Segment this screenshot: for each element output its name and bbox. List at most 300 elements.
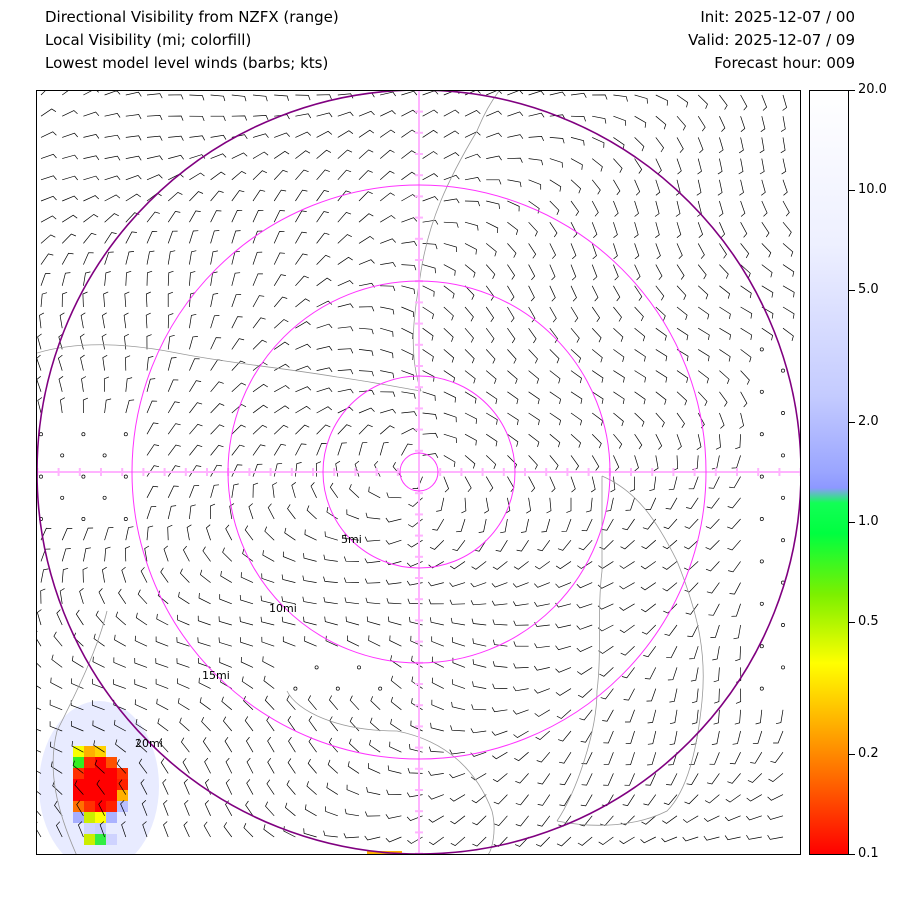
wind-barb (359, 425, 373, 434)
calm-wind-marker (781, 666, 784, 669)
wind-barb (371, 696, 380, 710)
wind-barb (709, 477, 720, 489)
wind-barb (391, 676, 401, 689)
wind-barb (307, 506, 317, 520)
wind-barb (181, 738, 189, 753)
wind-barb (656, 180, 660, 196)
wind-barb (168, 95, 183, 100)
wind-barb (465, 222, 478, 230)
wind-barb (244, 823, 253, 837)
wind-barb (205, 800, 210, 815)
wind-barb (472, 795, 486, 803)
wind-barb (303, 597, 317, 604)
wind-barb (365, 537, 380, 542)
wind-barb (664, 795, 677, 805)
wind-barb (126, 527, 134, 541)
wind-barb (338, 281, 353, 286)
wind-barb (582, 773, 593, 785)
wind-barb (613, 392, 624, 404)
wind-barb (534, 602, 549, 606)
wind-barb (762, 328, 773, 340)
wind-barb (712, 455, 720, 469)
colorbar-label: 0.1 (858, 846, 879, 861)
wind-barb (359, 214, 373, 223)
wind-barb (613, 455, 618, 470)
wind-barb (529, 371, 539, 384)
wind-barb (535, 643, 550, 647)
wind-barb (289, 737, 296, 752)
wind-barb (625, 773, 635, 785)
wind-barb (232, 273, 240, 286)
wind-barb (492, 752, 507, 759)
wind-barb (423, 110, 438, 116)
wind-barb (317, 425, 331, 434)
wind-barb (309, 716, 317, 731)
wind-barb (472, 619, 486, 625)
wind-barb (253, 464, 262, 476)
calm-wind-marker (781, 496, 784, 499)
wind-barb (677, 137, 683, 152)
wind-barb (692, 689, 698, 703)
wind-barb (211, 465, 222, 476)
wind-barb (305, 636, 317, 646)
wind-barb (747, 795, 762, 802)
wind-barb (677, 116, 686, 130)
wind-barb (783, 243, 793, 256)
wind-barb (536, 837, 550, 846)
wind-barb (241, 572, 253, 582)
wind-barb (494, 795, 508, 804)
wind-barb (253, 445, 265, 456)
wind-barb (683, 816, 698, 823)
wind-barb (613, 201, 618, 217)
wind-barb (157, 699, 169, 710)
wind-barb (328, 760, 338, 774)
wind-barb (401, 172, 416, 180)
wind-barb (274, 342, 289, 349)
wind-barb (60, 588, 64, 603)
wind-barb (350, 484, 360, 498)
wind-barb (135, 658, 147, 667)
wind-barb (559, 752, 571, 763)
wind-barb (444, 349, 454, 362)
wind-barb (365, 836, 381, 840)
wind-barb (507, 265, 514, 280)
wind-barb (465, 177, 480, 181)
wind-barb (656, 286, 664, 301)
wind-barb (253, 152, 268, 159)
wind-barb (492, 601, 507, 605)
wind-barb (225, 737, 232, 752)
wind-barb (305, 530, 317, 541)
wind-barb (122, 567, 126, 583)
wind-barb (347, 636, 359, 647)
wind-barb (147, 115, 162, 120)
wind-barb (486, 201, 499, 209)
wind-barb (571, 180, 581, 193)
wind-barb (579, 540, 593, 550)
wind-barb (189, 192, 203, 201)
wind-barb (189, 359, 199, 371)
wind-barb (226, 758, 232, 773)
wind-barb (666, 646, 677, 658)
wind-barb (115, 635, 126, 646)
wind-barb (105, 91, 121, 95)
wind-barb (37, 677, 41, 689)
wind-barb (719, 95, 727, 110)
wind-barb (432, 700, 444, 710)
wind-barb (698, 349, 709, 361)
wind-barb (240, 637, 253, 646)
wind-barb (762, 286, 773, 298)
wind-barb (253, 190, 265, 201)
wind-barb (465, 110, 480, 116)
wind-barb (274, 406, 289, 413)
wind-barb (472, 704, 487, 709)
wind-barb (232, 465, 243, 477)
wind-barb (423, 91, 439, 95)
wind-barb (41, 91, 55, 95)
wind-barb (526, 498, 530, 513)
wind-barb (243, 549, 253, 562)
wind-barb (189, 211, 200, 222)
wind-barb (119, 589, 126, 604)
wind-barb (600, 816, 613, 826)
wind-barb (513, 601, 528, 605)
wind-barb (577, 583, 592, 588)
calm-wind-marker (760, 348, 763, 351)
wind-barb (366, 513, 380, 519)
wind-barb (698, 307, 709, 319)
wind-barb (493, 620, 508, 626)
wind-barb (534, 583, 550, 588)
wind-barb (180, 718, 190, 731)
wind-barb (507, 180, 521, 187)
calm-wind-marker (315, 666, 318, 669)
wind-barb (338, 443, 347, 456)
wind-barb (62, 155, 77, 159)
wind-barb (677, 159, 681, 175)
wind-barb (338, 131, 353, 138)
wind-barb (669, 689, 677, 703)
wind-barb (401, 307, 413, 317)
wind-barb (380, 111, 395, 117)
wind-barb (739, 137, 743, 153)
wind-barb (550, 392, 561, 404)
wind-barb (692, 455, 698, 469)
wind-barb (126, 378, 132, 392)
wind-barb (401, 286, 414, 294)
title-line-3: Lowest model level winds (barbs; kts) (45, 54, 329, 72)
wind-barb (444, 243, 457, 252)
wind-barb (365, 579, 380, 584)
wind-barb (62, 568, 68, 582)
wind-barb (465, 434, 476, 445)
wind-barb (253, 384, 268, 392)
wind-barb (380, 392, 395, 397)
wind-barb (266, 802, 275, 816)
wind-barb (492, 707, 507, 711)
wind-barb (253, 483, 258, 498)
wind-barb (507, 307, 514, 322)
wind-barb (643, 646, 656, 657)
wind-barb (232, 317, 243, 329)
wind-barb (295, 276, 308, 286)
wind-barb (274, 425, 288, 434)
wind-barb (635, 180, 640, 195)
wind-barb (242, 677, 253, 689)
wind-barb (556, 667, 572, 672)
wind-barb (386, 518, 402, 522)
wind-barb (592, 434, 601, 448)
wind-barb (292, 482, 296, 498)
wind-barb (147, 251, 154, 265)
wind-barb (388, 765, 401, 773)
wind-barb (748, 773, 762, 782)
wind-barb (338, 349, 353, 354)
wind-barb (295, 425, 309, 434)
wind-barb (719, 413, 724, 429)
wind-barb (359, 408, 375, 413)
wind-barb (189, 173, 204, 180)
wind-barb (736, 689, 741, 704)
wind-barb (635, 328, 645, 341)
wind-barb (450, 816, 465, 824)
wind-barb (41, 589, 46, 604)
wind-barb (189, 336, 198, 349)
wind-barb (324, 577, 338, 583)
wind-barb (116, 612, 126, 625)
wind-barb (741, 286, 752, 298)
wind-barb (161, 758, 168, 773)
wind-barb (359, 442, 367, 455)
wind-barb (359, 260, 375, 265)
wind-barb (401, 428, 416, 434)
wind-barb (529, 455, 538, 469)
wind-barb (274, 463, 282, 476)
wind-barb (529, 113, 545, 117)
wind-barb (577, 625, 593, 629)
wind-barb (168, 211, 180, 222)
calm-wind-marker (39, 433, 42, 436)
colorbar-tick (849, 854, 855, 855)
wind-barb (37, 376, 41, 392)
wind-barb (740, 413, 744, 429)
wind-barb (164, 822, 169, 838)
visibility-cell (95, 779, 106, 790)
wind-barb (496, 540, 508, 551)
wind-barb (62, 133, 77, 137)
wind-barb (635, 349, 646, 361)
wind-barb (647, 689, 656, 702)
visibility-map[interactable] (36, 90, 801, 855)
wind-barb (698, 137, 703, 153)
wind-barb (592, 265, 597, 281)
wind-barb (52, 655, 62, 668)
wind-barb (359, 111, 375, 116)
wind-barb (168, 155, 184, 159)
wind-barb (465, 132, 480, 138)
wind-barb (783, 265, 794, 277)
visibility-cell (117, 801, 128, 812)
wind-barb (428, 795, 444, 800)
wind-barb (465, 328, 474, 342)
wind-barb (317, 278, 332, 286)
wind-barb (83, 233, 96, 243)
calm-wind-marker (61, 496, 64, 499)
wind-barb (465, 477, 471, 492)
colorbar-label: 1.0 (858, 514, 879, 529)
wind-barb (529, 349, 538, 363)
wind-barb (741, 371, 750, 385)
wind-barb (136, 613, 147, 625)
wind-barb (558, 731, 571, 741)
forecast-hour: Forecast hour: 009 (714, 54, 855, 72)
wind-barb (232, 116, 247, 121)
wind-barb (513, 710, 529, 714)
wind-barb (486, 477, 493, 492)
wind-barb (663, 561, 678, 569)
wind-barb (338, 150, 352, 159)
wind-barb (773, 731, 783, 743)
visibility-cell (106, 801, 117, 812)
wind-barb (105, 176, 121, 180)
wind-barb (486, 455, 496, 469)
wind-barb (423, 307, 434, 319)
wind-barb (689, 477, 699, 489)
wind-barb (105, 547, 111, 561)
calm-wind-marker (124, 517, 127, 520)
wind-barb (456, 519, 465, 532)
wind-barb (288, 759, 295, 774)
visibility-cell (106, 834, 117, 845)
wind-barb (189, 95, 204, 100)
wind-barb (330, 483, 338, 498)
wind-barb (507, 434, 518, 447)
wind-barb (529, 286, 535, 301)
calm-wind-marker (760, 687, 763, 690)
wind-barb (665, 625, 678, 636)
wind-barb (345, 597, 359, 603)
wind-barb (687, 625, 698, 637)
wind-barb (274, 444, 286, 455)
wind-barb (232, 295, 241, 307)
wind-barb (387, 790, 402, 795)
wind-barb (178, 698, 189, 710)
wind-barb (613, 95, 627, 102)
wind-barb (712, 731, 720, 745)
wind-barb (444, 265, 456, 276)
wind-barb (535, 710, 550, 717)
wind-barb (514, 641, 529, 646)
wind-barb (126, 271, 131, 286)
wind-barb (344, 833, 359, 838)
wind-barb (365, 812, 380, 817)
wind-barb (516, 795, 529, 805)
wind-barb (465, 243, 477, 254)
wind-barb (592, 286, 598, 301)
wind-barb (450, 600, 465, 605)
wind-barb (41, 154, 57, 158)
wind-barb (517, 540, 529, 551)
wind-barb (189, 116, 204, 121)
wind-barb (168, 136, 183, 141)
wind-barb (247, 779, 253, 794)
wind-barb (211, 135, 226, 139)
wind-barb (591, 477, 595, 493)
wind-barb (423, 243, 438, 249)
wind-barb (750, 752, 762, 763)
wind-barb (408, 498, 422, 507)
wind-barb (613, 434, 621, 448)
wind-barb (359, 171, 373, 180)
visibility-cell (95, 790, 106, 801)
wind-barb (147, 379, 155, 392)
calm-wind-marker (760, 560, 763, 563)
wind-barb (529, 413, 540, 425)
wind-barb (762, 222, 769, 237)
wind-barb (514, 561, 529, 569)
wind-barb (656, 392, 666, 405)
wind-barb (200, 570, 210, 583)
wind-barb (189, 403, 202, 413)
wind-barb (656, 137, 664, 152)
wind-barb (223, 548, 232, 562)
wind-barb (211, 425, 225, 434)
wind-barb (401, 444, 412, 455)
wind-barb (401, 242, 416, 246)
wind-barb (550, 477, 555, 492)
wind-barb (686, 498, 698, 509)
wind-barb (295, 344, 310, 349)
wind-barb (40, 313, 44, 328)
wind-barb (282, 575, 295, 583)
wind-barb (783, 222, 791, 236)
wind-barb (507, 243, 516, 257)
wind-barb (691, 667, 698, 681)
wind-barb (697, 434, 701, 450)
visibility-cell (84, 779, 95, 790)
wind-barb (550, 222, 557, 237)
wind-barb (706, 519, 720, 529)
wind-barb (359, 236, 374, 243)
wind-barb (348, 761, 359, 773)
wind-barb (147, 271, 152, 286)
wind-barb (444, 307, 454, 320)
wind-barb (62, 292, 67, 307)
wind-barb (529, 159, 543, 166)
wind-barb (635, 434, 642, 449)
wind-barb (444, 199, 459, 203)
wind-barb (719, 371, 729, 384)
wind-barb (211, 315, 220, 328)
wind-barb (670, 731, 677, 745)
wind-barb (156, 658, 169, 667)
wind-barb (83, 214, 98, 222)
wind-barb (698, 95, 707, 109)
wind-barb (733, 731, 741, 744)
wind-barb (514, 621, 529, 626)
wind-barb (514, 752, 528, 761)
wind-barb (600, 540, 614, 549)
wind-barb (168, 251, 175, 265)
wind-barb (535, 561, 550, 569)
wind-barb (126, 156, 141, 160)
wind-barb (635, 286, 642, 301)
wind-barb (450, 750, 465, 754)
wind-barb (401, 195, 416, 202)
wind-barb (189, 486, 199, 498)
